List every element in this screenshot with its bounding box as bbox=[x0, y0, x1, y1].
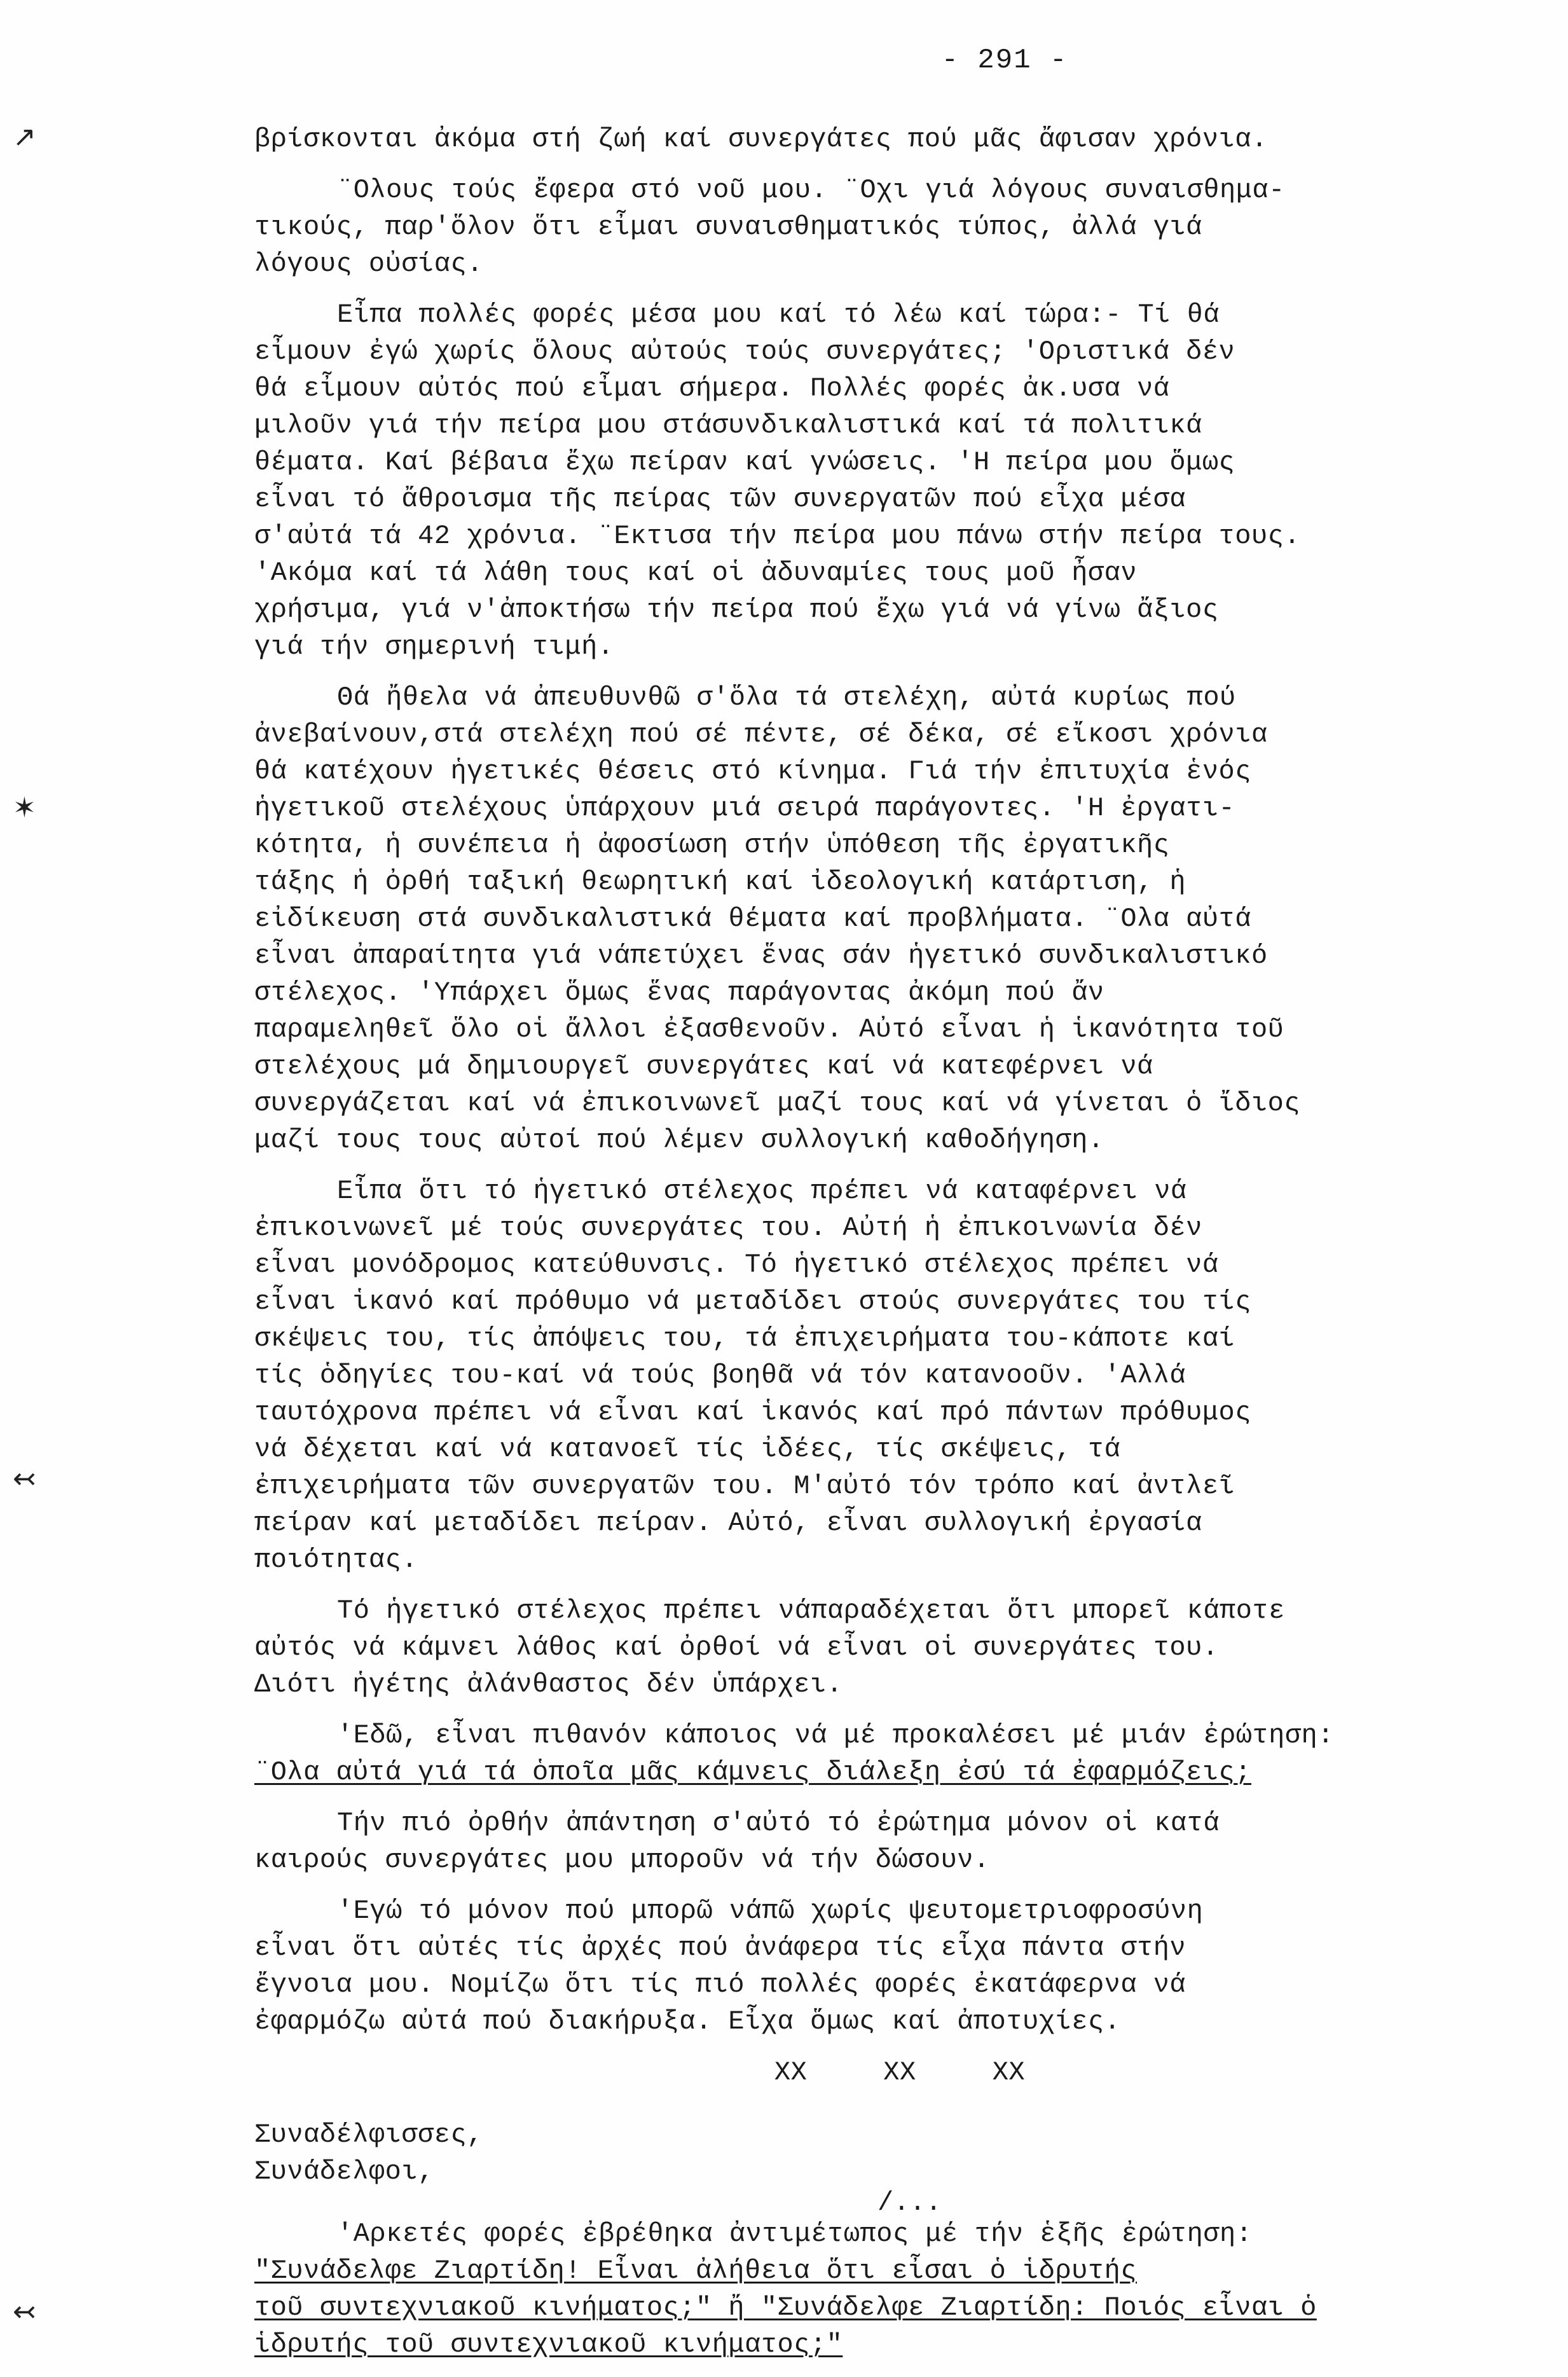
text-line: εἰδίκευση στά συνδικαλιστικά θέματα καί προβλήματα. ¨Ολα αὐτά bbox=[254, 904, 1251, 934]
underlined-quote: ἱδρυτής τοῦ συντεχνιακοῦ κινήματος;" bbox=[254, 2329, 843, 2360]
text-line: εἶναι ἱκανό καί πρόθυμο νά μεταδίδει στούς συνεργάτες του τίς bbox=[254, 1286, 1251, 1317]
paragraph bbox=[254, 121, 1482, 158]
text-line: στελέχους μά δημιουργεῖ συνεργάτες καί νά κατεφέρνει νά bbox=[254, 1051, 1153, 1082]
separator-mark: XX bbox=[883, 2057, 916, 2088]
text-line: νά δέχεται καί νά κατανοεῖ τίς ἰδέες, τίς σκέψεις, τά bbox=[254, 1434, 1121, 1464]
margin-mark-top: ↗ bbox=[13, 121, 36, 153]
margin-mark-middle: ✶ bbox=[13, 792, 36, 824]
text-line: ἡγετικοῦ στελέχους ὑπάρχουν μιά σειρά παράγοντες. 'Η ἐργατι- bbox=[254, 793, 1235, 823]
text-line: ἐπιχειρήματα τῶν συνεργατῶν του. Μ'αὐτό τόν τρόπο καί ἀντλεῖ bbox=[254, 1471, 1235, 1501]
text-line: Τήν πιό ὀρθήν ἀπάντηση σ'αὐτό τό ἐρώτημα μόνον οἱ κατά bbox=[337, 1808, 1220, 1838]
text-line: μιλοῦν γιά τήν πείρα μου στάσυνδικαλιστικά καί τά πολιτικά bbox=[254, 410, 1202, 441]
text-line: Θά ἤθελα νά ἀπευθυνθῶ σ'ὅλα τά στελέχη, αὐτά κυρίως πού bbox=[337, 682, 1236, 713]
page-number: - 291 - bbox=[941, 45, 1068, 76]
text-line: 'Αρκετές φορές ἐβρέθηκα ἀντιμέτωπος μέ τήν ἑξῆς ἐρώτηση: bbox=[337, 2219, 1253, 2249]
paragraph bbox=[254, 1892, 1482, 2040]
text-line: βρίσκονται ἀκόμα στή ζωή καί συνεργάτες πού μᾶς ἄφισαν χρόνια. bbox=[254, 124, 1268, 155]
question-paragraph bbox=[254, 1717, 1482, 1791]
underlined-question: ¨Ολα αὐτά γιά τά ὁποῖα μᾶς κάμνεις διάλεξη ἐσύ τά ἐφαρμόζεις; bbox=[254, 1757, 1251, 1788]
underlined-quote: "Συνάδελφε Ζιαρτίδη! Εἶναι ἀλήθεια ὅτι εἶσαι ὁ ἱδρυτής bbox=[254, 2256, 1138, 2286]
text-line: θέματα. Καί βέβαια ἔχω πείραν καί γνώσεις. 'Η πείρα μου ὅμως bbox=[254, 447, 1235, 478]
text-line: 'Ακόμα καί τά λάθη τους καί οἱ ἀδυναμίες τους μοῦ ἦσαν bbox=[254, 558, 1138, 588]
text-line: τικούς, παρ'ὅλον ὅτι εἶμαι συναισθηματικός τύπος, ἀλλά γιά bbox=[254, 212, 1202, 242]
paragraph bbox=[254, 1592, 1482, 1703]
text-line: ἐπικοινωνεῖ μέ τούς συνεργάτες του. Αὐτή ἡ ἐπικοινωνία δέν bbox=[254, 1213, 1202, 1243]
text-line: εἶναι μονόδρομος κατεύθυνσις. Τό ἡγετικό στέλεχος πρέπει νά bbox=[254, 1250, 1219, 1280]
salutation bbox=[254, 2116, 1482, 2190]
text-line: συνεργάζεται καί νά ἐπικοινωνεῖ μαζί τους καί νά γίνεται ὁ ἴδιος bbox=[254, 1088, 1301, 1119]
section-separator bbox=[254, 2054, 1482, 2091]
paragraph bbox=[254, 296, 1482, 665]
text-line: Εἶπα ὅτι τό ἡγετικό στέλεχος πρέπει νά καταφέρνει νά bbox=[337, 1176, 1187, 1206]
text-line: εἶναι τό ἄθροισμα τῆς πείρας τῶν συνεργατῶν πού εἶχα μέσα bbox=[254, 484, 1186, 514]
text-line: ἔγνοια μου. Νομίζω ὅτι τίς πιό πολλές φορές ἐκατάφερνα νά bbox=[254, 1969, 1186, 2000]
paragraph bbox=[254, 172, 1482, 282]
text-line: ¨Ολους τούς ἔφερα στό νοῦ μου. ¨Οχι γιά λόγους συναισθημα- bbox=[337, 175, 1285, 205]
text-line: σ'αὐτά τά 42 χρόνια. ¨Εκτισα τήν πείρα μου πάνω στήν πείρα τους. bbox=[254, 521, 1301, 551]
underlined-quote: τοῦ συντεχνιακοῦ κινήματος;" ἤ "Συνάδελφε Ζιαρτίδη: Ποιός εἶναι ὁ bbox=[254, 2292, 1317, 2323]
text-line: λόγους οὐσίας. bbox=[254, 249, 483, 279]
text-line: στέλεχος. 'Υπάρχει ὅμως ἕνας παράγοντας ἀκόμη πού ἄν bbox=[254, 977, 1104, 1008]
separator-mark: XX bbox=[992, 2057, 1026, 2088]
text-line: αὐτός νά κάμνει λάθος καί ὀρθοί νά εἶναι οἱ συνεργάτες του. bbox=[254, 1632, 1219, 1663]
text-line: ταυτόχρονα πρέπει νά εἶναι καί ἱκανός καί πρό πάντων πρόθυμος bbox=[254, 1397, 1251, 1428]
separator-mark: XX bbox=[774, 2057, 808, 2088]
text-line: 'Εγώ τό μόνον πού μπορῶ νάπῶ χωρίς ψευτομετριοφροσύνη bbox=[337, 1896, 1204, 1926]
text-line: ἐφαρμόζω αὐτά πού διακήρυξα. Εἶχα ὅμως καί ἀποτυχίες. bbox=[254, 2006, 1121, 2037]
text-line: Διότι ἡγέτης ἀλάνθαστος δέν ὑπάρχει. bbox=[254, 1669, 843, 1700]
continuation-mark: /... bbox=[877, 2188, 942, 2218]
text-line: τίς ὁδηγίες του-καί νά τούς βοηθᾶ νά τόν κατανοοῦν. 'Αλλά bbox=[254, 1360, 1186, 1391]
text-line: 'Εδῶ, εἶναι πιθανόν κάποιος νά μέ προκαλέσει μέ μιάν ἐρώτηση: bbox=[337, 1720, 1334, 1751]
margin-mark-bottom: ↢ bbox=[13, 2296, 36, 2328]
text-line: πείραν καί μεταδίδει πείραν. Αὐτό, εἶναι συλλογική ἐργασία bbox=[254, 1508, 1202, 1538]
document-body bbox=[254, 121, 1482, 2377]
text-line: γιά τήν σημερινή τιμή. bbox=[254, 631, 614, 662]
margin-mark-lower: ↢ bbox=[13, 1463, 36, 1495]
salutation-line: Συνάδελφοι, bbox=[254, 2156, 434, 2187]
closing-paragraph bbox=[254, 2215, 1482, 2363]
text-line: εἶναι ὅτι αὐτές τίς ἀρχές πού ἀνάφερα τίς εἶχα πάντα στήν bbox=[254, 1933, 1186, 1963]
salutation-line: Συναδέλφισσες, bbox=[254, 2119, 483, 2150]
paragraph bbox=[254, 1173, 1482, 1578]
text-line: μαζί τους τους αὐτοί πού λέμεν συλλογική καθοδήγηση. bbox=[254, 1125, 1104, 1155]
text-line: Τό ἡγετικό στέλεχος πρέπει νάπαραδέχεται ὅτι μπορεῖ κάποτε bbox=[337, 1595, 1285, 1626]
text-line: καιρούς συνεργάτες μου μποροῦν νά τήν δώσουν. bbox=[254, 1845, 990, 1875]
paragraph bbox=[254, 679, 1482, 1159]
text-line: θά εἶμουν αὐτός πού εἶμαι σήμερα. Πολλές φορές ἀκ.υσα νά bbox=[254, 373, 1170, 404]
text-line: ποιότητας. bbox=[254, 1545, 418, 1575]
text-line: εἶμουν ἐγώ χωρίς ὅλους αὐτούς τούς συνεργάτες; 'Οριστικά δέν bbox=[254, 336, 1235, 367]
text-line: ἀνεβαίνουν,στά στελέχη πού σέ πέντε, σέ δέκα, σέ εἴκοσι χρόνια bbox=[254, 719, 1268, 750]
text-line: τάξης ἡ ὀρθή ταξική θεωρητική καί ἰδεολογική κατάρτιση, ἡ bbox=[254, 867, 1186, 897]
text-line: παραμεληθεῖ ὅλο οἱ ἄλλοι ἐξασθενοῦν. Αὐτό εἶναι ἡ ἱκανότητα τοῦ bbox=[254, 1014, 1284, 1045]
text-line: κότητα, ἡ συνέπεια ἡ ἀφοσίωση στήν ὑπόθεση τῆς ἐργατικῆς bbox=[254, 830, 1170, 860]
text-line: Εἶπα πολλές φορές μέσα μου καί τό λέω καί τώρα:- Τί θά bbox=[337, 300, 1220, 330]
text-line: σκέψεις του, τίς ἀπόψεις του, τά ἐπιχειρήματα του-κάποτε καί bbox=[254, 1323, 1235, 1354]
text-line: χρήσιμα, γιά ν'ἀποκτήσω τήν πείρα πού ἔχω γιά νά γίνω ἄξιος bbox=[254, 595, 1219, 625]
text-line: εἶναι ἀπαραίτητα γιά νάπετύχει ἕνας σάν ἡγετικό συνδικαλιστικό bbox=[254, 940, 1268, 971]
answer-paragraph bbox=[254, 1805, 1482, 1878]
text-line: θά κατέχουν ἡγετικές θέσεις στό κίνημα. Γιά τήν ἐπιτυχία ἑνός bbox=[254, 756, 1251, 787]
